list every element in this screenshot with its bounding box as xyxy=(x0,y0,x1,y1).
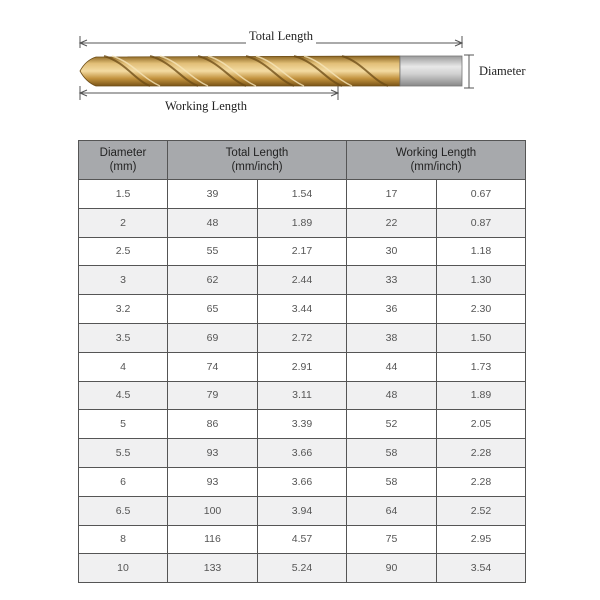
table-row xyxy=(79,180,526,209)
total-length-inch-cell: 3.66 xyxy=(258,467,347,496)
working-length-mm-cell: 58 xyxy=(347,467,437,496)
table-row xyxy=(79,381,526,410)
diameter-cell: 3 xyxy=(79,266,168,295)
working-length-inch-cell: 2.52 xyxy=(437,496,526,525)
total-length-mm-cell: 65 xyxy=(168,295,258,324)
total-length-mm-cell: 62 xyxy=(168,266,258,295)
total-length-mm-cell: 79 xyxy=(168,381,258,410)
diameter-cell: 3.2 xyxy=(79,295,168,324)
total-length-mm-cell: 69 xyxy=(168,323,258,352)
total-length-mm-cell: 100 xyxy=(168,496,258,525)
total-length-inch-cell: 2.17 xyxy=(258,237,347,266)
table-body xyxy=(79,180,526,583)
drill-size-table xyxy=(78,140,526,583)
table-row xyxy=(79,410,526,439)
total-length-label: Total Length xyxy=(246,29,316,44)
working-length-mm-cell: 58 xyxy=(347,439,437,468)
working-length-inch-cell: 1.30 xyxy=(437,266,526,295)
working-length-mm-cell: 52 xyxy=(347,410,437,439)
total-length-inch-cell: 2.44 xyxy=(258,266,347,295)
header-working-length: Working Length (mm/inch) xyxy=(347,141,526,180)
table-row xyxy=(79,525,526,554)
total-length-mm-cell: 48 xyxy=(168,208,258,237)
working-length-inch-cell: 1.73 xyxy=(437,352,526,381)
total-length-mm-cell: 55 xyxy=(168,237,258,266)
table-row xyxy=(79,237,526,266)
working-length-inch-cell: 0.67 xyxy=(437,180,526,209)
total-length-mm-cell: 93 xyxy=(168,467,258,496)
table-row xyxy=(79,352,526,381)
total-length-mm-cell: 74 xyxy=(168,352,258,381)
total-length-inch-cell: 4.57 xyxy=(258,525,347,554)
diameter-cell: 1.5 xyxy=(79,180,168,209)
drill-shank xyxy=(400,56,462,86)
total-length-inch-cell: 3.66 xyxy=(258,439,347,468)
diameter-label: Diameter xyxy=(479,64,526,78)
working-length-mm-cell: 75 xyxy=(347,525,437,554)
diameter-cell: 4 xyxy=(79,352,168,381)
working-length-dimension xyxy=(80,86,338,100)
total-length-mm-cell: 133 xyxy=(168,554,258,583)
total-length-inch-cell: 1.89 xyxy=(258,208,347,237)
total-length-inch-cell: 2.72 xyxy=(258,323,347,352)
drill-bit-diagram xyxy=(0,0,600,130)
working-length-inch-cell: 2.28 xyxy=(437,467,526,496)
total-length-inch-cell: 3.44 xyxy=(258,295,347,324)
diameter-dimension xyxy=(464,55,474,88)
diameter-cell: 5 xyxy=(79,410,168,439)
working-length-mm-cell: 48 xyxy=(347,381,437,410)
table-row xyxy=(79,266,526,295)
diameter-cell: 10 xyxy=(79,554,168,583)
table-row xyxy=(79,295,526,324)
total-length-inch-cell: 1.54 xyxy=(258,180,347,209)
table-row xyxy=(79,439,526,468)
working-length-mm-cell: 17 xyxy=(347,180,437,209)
total-length-mm-cell: 39 xyxy=(168,180,258,209)
working-length-mm-cell: 30 xyxy=(347,237,437,266)
table-row xyxy=(79,467,526,496)
diameter-cell: 8 xyxy=(79,525,168,554)
diameter-cell: 6.5 xyxy=(79,496,168,525)
total-length-mm-cell: 116 xyxy=(168,525,258,554)
diameter-cell: 6 xyxy=(79,467,168,496)
table-row xyxy=(79,208,526,237)
working-length-inch-cell: 0.87 xyxy=(437,208,526,237)
working-length-mm-cell: 44 xyxy=(347,352,437,381)
total-length-inch-cell: 3.11 xyxy=(258,381,347,410)
total-length-inch-cell: 3.39 xyxy=(258,410,347,439)
working-length-inch-cell: 1.18 xyxy=(437,237,526,266)
working-length-inch-cell: 2.30 xyxy=(437,295,526,324)
diameter-cell: 2.5 xyxy=(79,237,168,266)
table-row xyxy=(79,496,526,525)
drill-fluted-body xyxy=(80,56,400,86)
working-length-inch-cell: 2.95 xyxy=(437,525,526,554)
working-length-inch-cell: 2.28 xyxy=(437,439,526,468)
header-total-length: Total Length (mm/inch) xyxy=(168,141,347,180)
total-length-mm-cell: 93 xyxy=(168,439,258,468)
header-diameter: Diameter (mm) xyxy=(79,141,168,180)
total-length-inch-cell: 5.24 xyxy=(258,554,347,583)
working-length-inch-cell: 3.54 xyxy=(437,554,526,583)
total-length-mm-cell: 86 xyxy=(168,410,258,439)
working-length-mm-cell: 36 xyxy=(347,295,437,324)
diameter-cell: 4.5 xyxy=(79,381,168,410)
diameter-cell: 5.5 xyxy=(79,439,168,468)
total-length-inch-cell: 2.91 xyxy=(258,352,347,381)
working-length-inch-cell: 1.50 xyxy=(437,323,526,352)
working-length-mm-cell: 38 xyxy=(347,323,437,352)
table-row xyxy=(79,323,526,352)
working-length-mm-cell: 90 xyxy=(347,554,437,583)
working-length-inch-cell: 2.05 xyxy=(437,410,526,439)
diameter-cell: 3.5 xyxy=(79,323,168,352)
table-row xyxy=(79,554,526,583)
working-length-mm-cell: 22 xyxy=(347,208,437,237)
diameter-cell: 2 xyxy=(79,208,168,237)
working-length-label: Working Length xyxy=(162,99,250,114)
total-length-inch-cell: 3.94 xyxy=(258,496,347,525)
table-header-row xyxy=(79,141,526,180)
working-length-inch-cell: 1.89 xyxy=(437,381,526,410)
working-length-mm-cell: 64 xyxy=(347,496,437,525)
working-length-mm-cell: 33 xyxy=(347,266,437,295)
